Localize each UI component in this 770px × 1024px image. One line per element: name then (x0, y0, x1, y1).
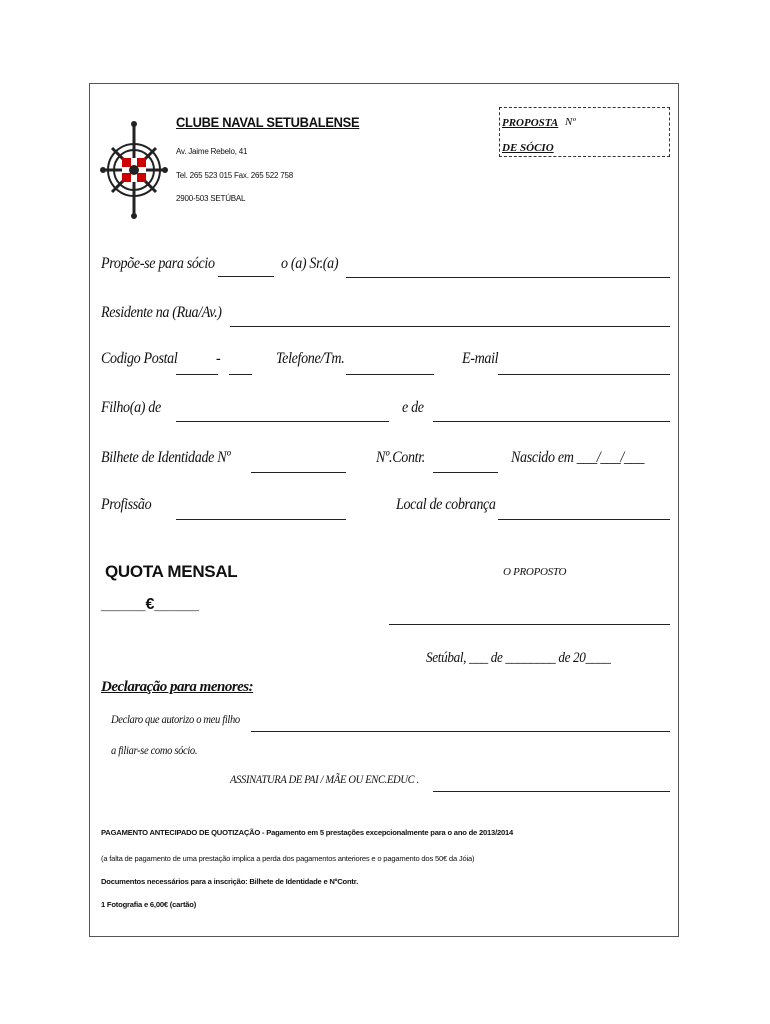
guardian-signature-label: ASSINATURA DE PAI / MÃE OU ENC.EDUC . (230, 772, 419, 786)
form-page (89, 83, 679, 937)
club-address: Av. Jaime Rebelo, 41 (176, 147, 248, 156)
id-card-label: Bilhete de Identidade Nº (101, 449, 231, 466)
proposer-signature-field[interactable] (389, 624, 670, 625)
phone-field[interactable] (346, 374, 434, 375)
profession-label: Profissão (101, 496, 152, 513)
quota-title: QUOTA MENSAL (105, 562, 238, 581)
guardian-signature-field[interactable] (433, 791, 670, 792)
phone-label: Telefone/Tm. (276, 350, 345, 367)
proposer-number-field[interactable] (218, 276, 274, 277)
proposer-label: O PROPOSTO (503, 566, 567, 578)
postal-code-dash: - (216, 350, 221, 367)
name-label: o (a) Sr.(a) (281, 255, 339, 272)
child-of-label: Filho(a) de (101, 399, 161, 416)
club-postal: 2900-503 SETÚBAL (176, 194, 246, 203)
club-phone: Tel. 265 523 015 Fax. 265 522 758 (176, 171, 294, 180)
minors-title: Declaração para menores: (101, 679, 254, 695)
name-field[interactable] (346, 277, 670, 278)
proposes-label: Propõe-se para sócio (101, 255, 215, 272)
footer-documents-note: Documentos necessários para a inscrição: Bilhete de Identidade e NºContr. (101, 877, 358, 886)
residence-label: Residente na (Rua/Av.) (101, 304, 222, 321)
postal-code-field-1[interactable] (176, 374, 218, 375)
birth-date-field[interactable]: Nascido em ___/___/___ (511, 449, 645, 466)
club-name: CLUBE NAVAL SETUBALENSE (176, 114, 360, 130)
footer-photo-note: 1 Fotografia e 6,00€ (cartão) (101, 900, 197, 909)
quota-amount-field[interactable]: _____€_____ (101, 596, 199, 613)
father-name-field[interactable] (176, 421, 389, 422)
proposal-label: PROPOSTA (502, 117, 559, 129)
profession-field[interactable] (176, 519, 346, 520)
id-card-field[interactable] (251, 472, 346, 473)
email-field[interactable] (498, 374, 670, 375)
minor-name-field[interactable] (251, 731, 670, 732)
tax-number-label: Nº.Contr. (376, 449, 425, 466)
proposal-number-label: Nº (565, 116, 576, 128)
and-of-label: e de (402, 399, 424, 416)
postal-code-field-2[interactable] (229, 374, 252, 375)
footer-penalty-note: (a falta de pagamento de uma prestação implica a perda dos pagamentos anteriores e o pagamento dos 50€ da Jóia) (101, 854, 475, 863)
residence-field[interactable] (230, 326, 670, 327)
email-label: E-mail (462, 350, 499, 367)
collection-label: Local de cobrança (396, 496, 496, 513)
minors-line-2: a filiar-se como sócio. (111, 743, 198, 757)
date-line[interactable]: Setúbal, ___ de ________ de 20____ (426, 650, 611, 666)
tax-number-field[interactable] (433, 472, 498, 473)
footer-payment-note: PAGAMENTO ANTECIPADO DE QUOTIZAÇÃO - Pagamento em 5 prestações excepcionalmente para o ano de 2013/2014 (101, 828, 514, 837)
minors-line-1: Declaro que autorizo o meu filho (111, 712, 240, 726)
mother-name-field[interactable] (433, 421, 670, 422)
postal-code-label: Codigo Postal (101, 350, 178, 367)
member-label: DE SÓCIO (502, 142, 554, 154)
club-logo-icon (100, 118, 168, 226)
collection-field[interactable] (498, 519, 670, 520)
